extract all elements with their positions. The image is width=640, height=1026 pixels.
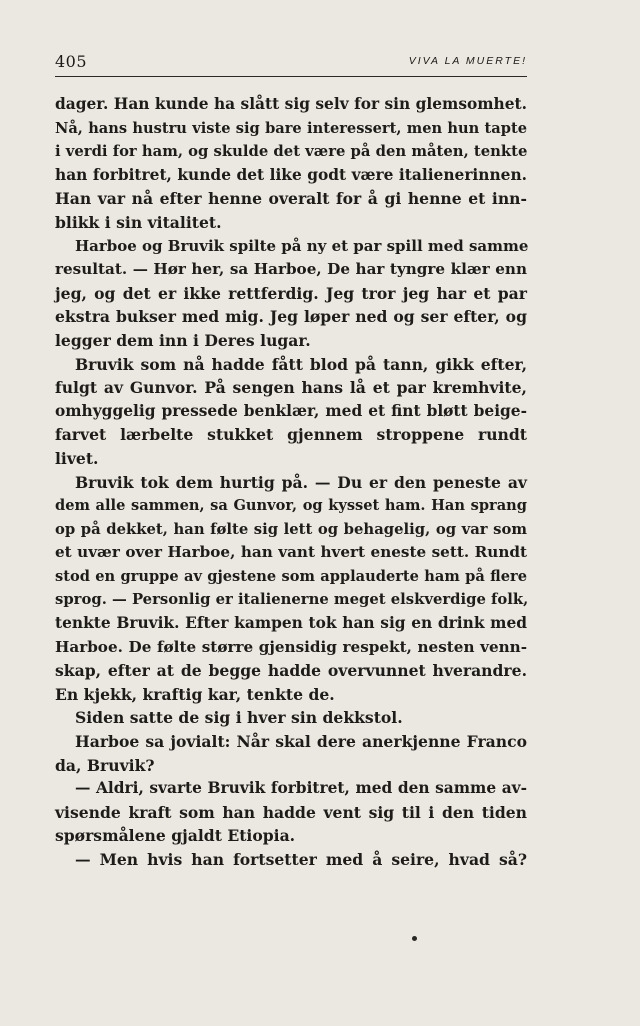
page-number: 405 — [55, 52, 88, 71]
text-line: skap, efter at de begge hadde overvunnet hverandre. — [55, 661, 527, 681]
header-rule — [55, 76, 527, 77]
page-header — [55, 52, 527, 74]
text-line: — Men hvis han fortsetter med å seire, hvad så? — [75, 850, 527, 869]
text-line: fulgt av Gunvor. På sengen hans lå et par kremhvite, — [55, 378, 527, 398]
text-line: Harboe og Bruvik spilte på ny et par spill med samme — [75, 236, 529, 255]
text-line: livet. — [55, 448, 99, 468]
text-line: Harboe. De følte større gjensidig respekt, nesten venn- — [55, 637, 527, 656]
text-line: Bruvik som nå hadde fått blod på tann, gikk efter, — [75, 354, 527, 374]
text-line: jeg, og det er ikke rettferdig. Jeg tror jeg har et par — [55, 283, 527, 303]
text-line: da, Bruvik? — [55, 755, 155, 775]
text-line: et uvær over Harboe, han vant hvert eneste sett. Rundt — [55, 543, 527, 562]
text-line: blikk i sin vitalitet. — [55, 212, 222, 232]
text-line: tenkte Bruvik. Efter kampen tok han sig en drink med — [55, 614, 527, 633]
text-line: stod en gruppe av gjestene som applauderte ham på flere — [55, 567, 527, 585]
text-line: Bruvik tok dem hurtig på. — Du er den peneste av — [75, 472, 527, 492]
body-text — [55, 93, 527, 872]
text-line: legger dem inn i Deres lugar. — [55, 330, 311, 350]
text-line: resultat. — Hør her, sa Harboe, De har tyngre klær enn — [55, 260, 527, 279]
text-line: Nå, hans hustru viste sig bare interessert, men hun tapte — [55, 119, 527, 137]
text-line: En kjekk, kraftig kar, tenkte de. — [55, 684, 335, 704]
text-line: ekstra bukser med mig. Jeg løper ned og ser efter, og — [55, 307, 527, 327]
text-line: op på dekket, han følte sig lett og behagelig, og var som — [55, 520, 527, 538]
print-speck — [412, 936, 417, 941]
text-line: — Aldri, svarte Bruvik forbitret, med den samme av- — [75, 779, 527, 798]
text-line: Harboe sa jovialt: Når skal dere anerkjenne Franco — [75, 732, 527, 752]
text-line: dem alle sammen, sa Gunvor, og kysset ham. Han sprang — [55, 497, 527, 515]
text-line: Siden satte de sig i hver sin dekkstol. — [75, 708, 403, 728]
text-line: farvet lærbelte stukket gjennem stroppene rundt — [55, 425, 527, 445]
text-line: han forbitret, kunde det like godt være italienerinnen. — [55, 165, 527, 184]
text-line: spørsmålene gjaldt Etiopia. — [55, 826, 296, 846]
running-head: VIVA LA MUERTE! — [408, 55, 527, 67]
text-line: omhyggelig pressede benklær, med et fint bløtt beige- — [55, 401, 527, 420]
text-line: Han var nå efter henne overalt for å gi henne et inn- — [55, 189, 527, 209]
text-line: sprog. — Personlig er italienerne meget elskverdige folk, — [55, 591, 529, 609]
text-line: visende kraft som han hadde vent sig til i den tiden — [55, 802, 527, 822]
text-line: i verdi for ham, og skulde det være på den måten, tenkte — [55, 143, 528, 161]
text-line: dager. Han kunde ha slått sig selv for sin glemsomhet. — [55, 95, 527, 113]
